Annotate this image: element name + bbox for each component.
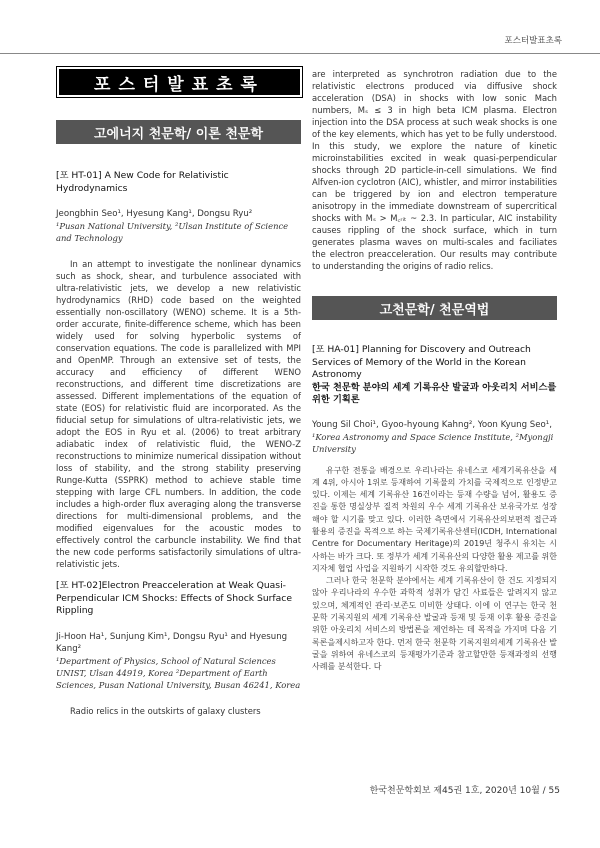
left-column [56, 66, 301, 717]
ht01-authors: Jeongbhin Seo¹, Hyesung Kang¹, Dongsu Ryu² [56, 209, 253, 219]
ht02-body-cont [312, 68, 557, 272]
ht01-abstract: In an attempt to investigate the nonlinear dynamics such as shock, shear, and turbulence associated with ultra-relativistic jets, we develop a new relativistic hydrodynamics (RHD) code based on the weighted essentially non-oscillatory (WENO) scheme. It is a 5th-order accurate, finite-difference scheme, which has been widely used for solving hyperbolic systems of conservation equations. The code is parallelized with MPI and OpenMP. Through an extensive set of tests, the accuracy and efficiency of different WENO reconstructions, and different time discretizations are assessed. Different implementations of the equation of state (EOS) for relativistic fluid are incorporated. As the fiducial setup for simulations of ultra-relativistic jets, we adopt the EOS in Ryu et al. (2006) to treat arbitrary adiabatic index of relativistic fluid, the WENO-Z reconstructions to minimize numerical dissipation without loss of stability, and the strong stability preserving Runge-Kutta (SSPRK) method to achieve stable time stepping with large CFL numbers. In addition, the code includes a high-order flux averaging along the transverse directions for multi-dimensional problems, and the modified eigenvalues for the acoustic modes to effectively control the carbuncle instability. We find that the new code performs satisfactorily simulations of ultra-relativistic jets. [56, 259, 301, 569]
running-header: 포스터발표초록 [504, 36, 562, 46]
ha01-authors: Young Sil Choi¹, Gyoo-hyoung Kahng², Yoon Kyung Seo¹, [312, 419, 552, 430]
ht02-affiliation: ¹Department of Physics, School of Natural Sciences UNIST, Ulsan 44919, Korea ²Department of Earth Sciences, Pusan National University, Busan 46241, Korea [56, 655, 301, 690]
page-footer: 한국천문학회보 제45권 1호, 2020년 10월 / 55 [369, 786, 560, 796]
ha01-title-korean: 한국 천문학 분야의 세계 기록유산 발굴과 아웃리치 서비스를 위한 기획론 [312, 381, 557, 405]
right-column [312, 68, 557, 674]
header-rule [0, 53, 600, 54]
ht02-abstract-cont: are interpreted as synchrotron radiation due to the relativistic electrons produced via diffusive shock acceleration (DSA) in shocks with low sonic Mach numbers, Mₛ ≤ 3 in high beta ICM plasma. Electron injection into the DSA process at such weak shocks is one of the key elements, which has yet to be fully understood. In this study, we explore the nature of kinetic microinstabilities excited in weak quasi-perpendicular shocks through 2D particle-in-cell simulations. We find Alfven-ion cyclotron (AIC), whistler, and mirror instabilities can be triggered by ion and electron temperature anisotropy in the immediate downstream of supercritical shocks with Mₛ > M꜀ᵣᵢₜ ~ 2.3. In particular, AIC instability causes rippling of the shock surface, which in turn generates plasma waves on multi-scales and faciliates the electron preacceleration. Our results may contribute to understanding the origins of radio relics. [312, 69, 557, 271]
banner-title: 포스터발표초록 [94, 74, 265, 95]
ht02-body-start [56, 705, 301, 717]
ha01-affiliation: ¹Korea Astronomy and Space Science Institute, ²Myongji University [312, 431, 554, 454]
ht02-abstract-start: Radio relics in the outskirts of galaxy clusters [70, 705, 261, 716]
ha01-paragraph-1: 유구한 전통을 배경으로 우리나라는 유네스코 세계기록유산을 세계 4위, 아시아 1위로 등재하여 기록물의 가치를 국제적으로 인정받고 있다. 이제는 세계 기록유산 16건이라는 등재 수량을 넘어, 활용도 증진을 통한 명실상부 질적 차원의 우수 세계 기록유산 보유국가로 성장해야 할 시기를 맞고 있다. 이러한 측면에서 기록유산의보편적 접근과 활용의 증진을 목적으로 하는 국제기록유산센터(ICDH, International Centre for Documentary Heritage)의 2019년 청주시 유치는 시사하는 바가 크다. 또 정부가 세계 기록유산의 다양한 활용 제고를 위한 지자체 협업 사업을 지원하기 시작한 것도 유의할만하다. [312, 465, 557, 573]
section-header-high-energy: 고에너지 천문학/ 이론 천문학 [56, 120, 301, 144]
ha01-title: [포 HA-01] Planning for Discovery and Outreach Services of Memory of the World in the Korean Astronomy [312, 344, 531, 380]
ht02-authors: Ji-Hoon Ha¹, Sunjung Kim¹, Dongsu Ryu¹ and Hyesung Kang² [56, 631, 288, 654]
ht02-title: [포 HT-02]Electron Preacceleration at Weak Quasi- Perpendicular ICM Shocks: Effects of Shock Surface Rippling [56, 580, 293, 616]
ht01-body [56, 258, 301, 570]
section-header-ancient-astronomy: 고천문학/ 천문역법 [312, 296, 557, 320]
ha01-paragraph-2: 그러나 한국 천문학 분야에서는 세계 기록유산이 한 건도 지정되지 않아 우리나라의 우수한 과학적 성취가 담긴 사료들은 알려지지 않고 있으며, 체계적인 관리·보존도 미비한 상태다. 이에 이 연구는 한국 천문학 기록지원의 세계 기록유산 발굴과 등재 및 등재 이후 활용 증진을 위한 아웃리치 서비스의 방법론을 제언하는 데 목적을 가지며 다음 기록론을제시하고자 한다. 먼저 한국 천문학 기록지원의세계 기록유산 발굴을 위하여 유네스코의 등재평가기준과 참고할만한 등재과정의 선행사례를 분석한다. 다 [312, 576, 557, 672]
poster-abstracts-banner [56, 66, 303, 98]
ht01-affiliation: ¹Pusan National University, ²Ulsan Institute of Science and Technology [56, 221, 289, 243]
ht01-title: [포 HT-01] A New Code for Relativistic Hydrodynamics [56, 170, 229, 194]
ha01-body [312, 465, 557, 674]
